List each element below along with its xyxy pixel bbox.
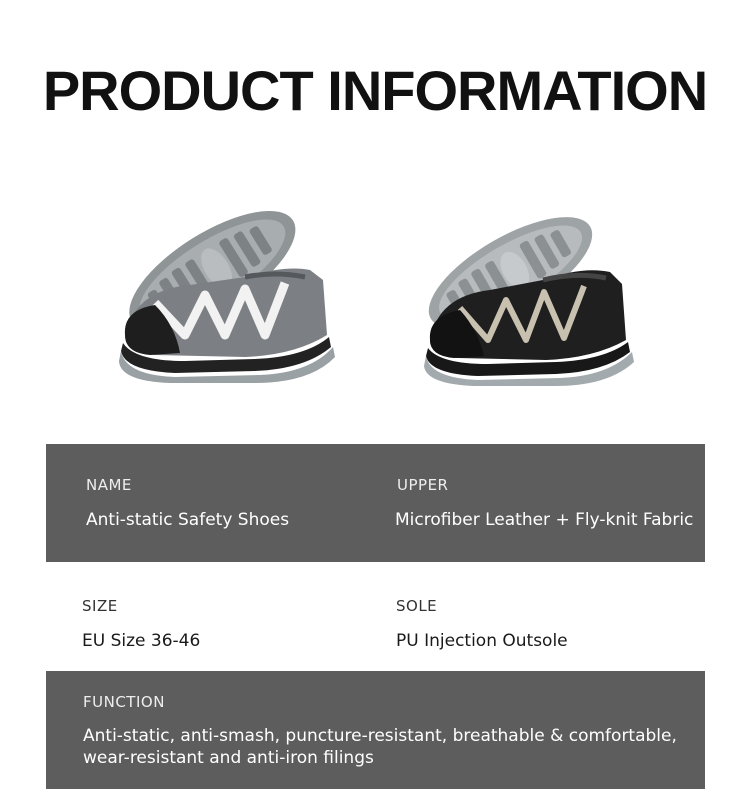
spec-row-name-upper [46, 444, 705, 562]
spec-row-size-sole [46, 562, 705, 672]
spec-size-label: SIZE [82, 597, 118, 615]
spec-row-function [46, 671, 705, 789]
black-safety-shoe-image [398, 192, 638, 387]
spec-upper-label: UPPER [397, 476, 449, 494]
spec-size [82, 597, 200, 651]
spec-size-value: EU Size 36-46 [82, 631, 201, 651]
spec-sole-label: SOLE [396, 597, 438, 615]
spec-name-value: Anti-static Safety Shoes [86, 510, 290, 530]
page-title: PRODUCT INFORMATION [42, 59, 708, 122]
spec-function-value-line2: wear-resistant and anti-iron filings [83, 748, 374, 768]
spec-upper-value: Microfiber Leather + Fly-knit Fabric [395, 510, 694, 530]
spec-function-label: FUNCTION [83, 693, 165, 711]
spec-upper [395, 476, 693, 530]
spec-name [86, 476, 289, 530]
spec-function [83, 693, 677, 769]
spec-function-value [83, 725, 677, 769]
spec-sole [396, 597, 568, 651]
spec-sole-value: PU Injection Outsole [396, 631, 568, 651]
spec-function-value-line1: Anti-static, anti-smash, puncture-resistant, breathable & comfortable, [83, 726, 677, 746]
spec-name-label: NAME [86, 476, 132, 494]
grey-safety-shoe-image [95, 185, 345, 385]
